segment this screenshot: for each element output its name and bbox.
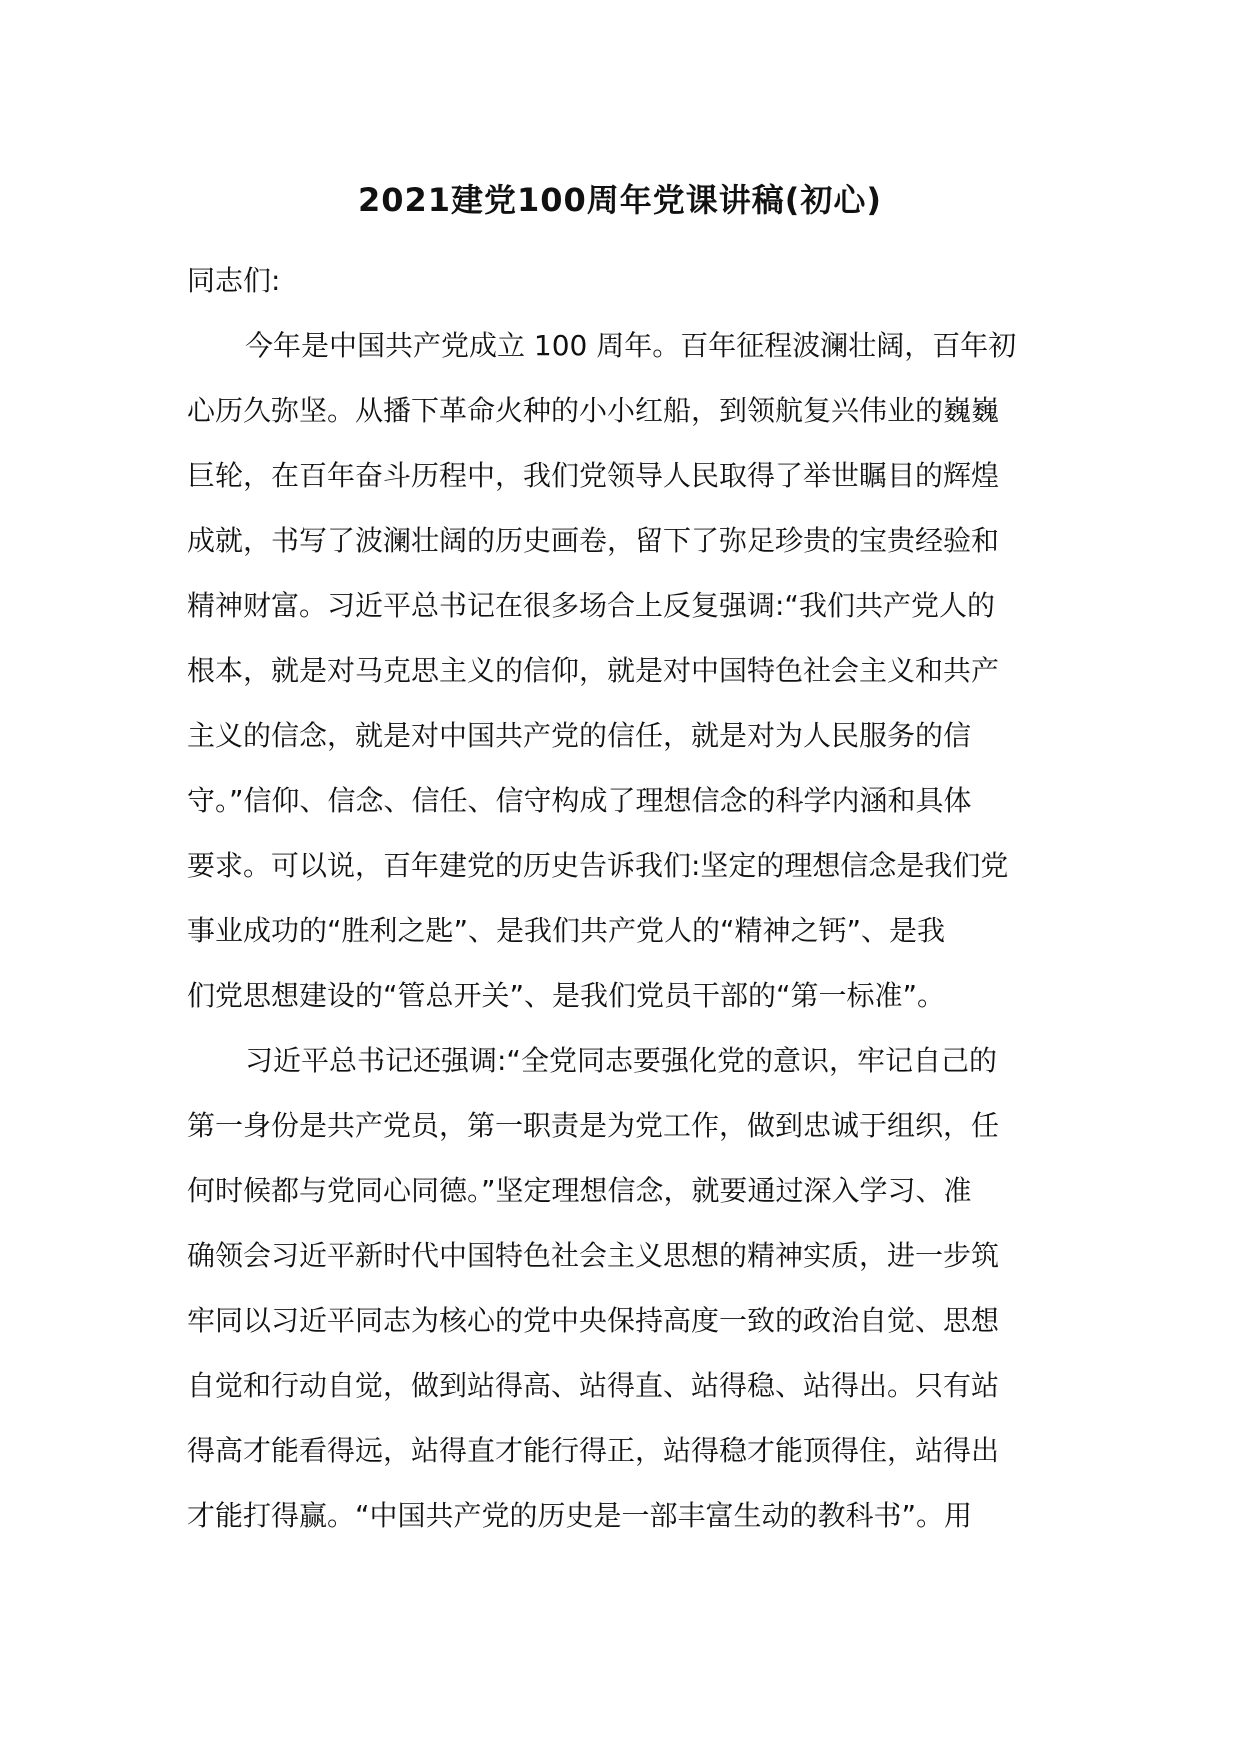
paragraph-2-line-1: 习近平总书记还强调:“全党同志要强化党的意识，牢记自己的 bbox=[245, 1044, 997, 1077]
paragraph-1-line-1: 今年是中国共产党成立 100 周年。百年征程波澜壮阔，百年初 bbox=[245, 329, 1017, 362]
paragraph-1-line-4: 成就，书写了波澜壮阔的历史画卷，留下了弥足珍贵的宝贵经验和 bbox=[187, 524, 1000, 557]
paragraph-1-line-8: 守。”信仰、信念、信任、信守构成了理想信念的科学内涵和具体 bbox=[187, 784, 972, 817]
paragraph-1-line-3: 巨轮，在百年奋斗历程中，我们党领导人民取得了举世瞩目的辉煌 bbox=[187, 459, 1000, 492]
paragraph-1-line-10: 事业成功的“胜利之匙”、是我们共产党人的“精神之钙”、是我 bbox=[187, 914, 946, 947]
paragraph-2-line-6: 自觉和行动自觉，做到站得高、站得直、站得稳、站得出。只有站 bbox=[187, 1369, 1000, 1402]
paragraph-1-line-9: 要求。可以说，百年建党的历史告诉我们:坚定的理想信念是我们党 bbox=[187, 849, 1009, 882]
paragraph-2-line-2: 第一身份是共产党员，第一职责是为党工作，做到忠诚于组织，任 bbox=[187, 1109, 1000, 1142]
paragraph-2-line-8: 才能打得赢。“中国共产党的历史是一部丰富生动的教科书”。用 bbox=[187, 1499, 973, 1532]
document-title: 2021建党100周年党课讲稿(初心) bbox=[357, 181, 883, 219]
paragraph-2-line-5: 牢同以习近平同志为核心的党中央保持高度一致的政治自觉、思想 bbox=[187, 1304, 1000, 1337]
salutation-line: 同志们: bbox=[187, 264, 281, 297]
paragraph-2-line-4: 确领会习近平新时代中国特色社会主义思想的精神实质，进一步筑 bbox=[187, 1239, 1000, 1272]
paragraph-1-line-5: 精神财富。习近平总书记在很多场合上反复强调:“我们共产党人的 bbox=[187, 589, 995, 622]
paragraph-1-line-7: 主义的信念，就是对中国共产党的信任，就是对为人民服务的信 bbox=[187, 719, 972, 752]
paragraph-2-line-7: 得高才能看得远，站得直才能行得正，站得稳才能顶得住，站得出 bbox=[187, 1434, 1000, 1467]
document-body bbox=[187, 248, 1055, 1548]
paragraph-1-line-6: 根本，就是对马克思主义的信仰，就是对中国特色社会主义和共产 bbox=[187, 654, 1000, 687]
paragraph-1-line-2: 心历久弥坚。从播下革命火种的小小红船，到领航复兴伟业的巍巍 bbox=[187, 394, 1000, 427]
paragraph-1-line-11: 们党思想建设的“管总开关”、是我们党员干部的“第一标准”。 bbox=[187, 979, 946, 1012]
paragraph-2-line-3: 何时候都与党同心同德。”坚定理想信念，就要通过深入学习、准 bbox=[187, 1174, 972, 1207]
